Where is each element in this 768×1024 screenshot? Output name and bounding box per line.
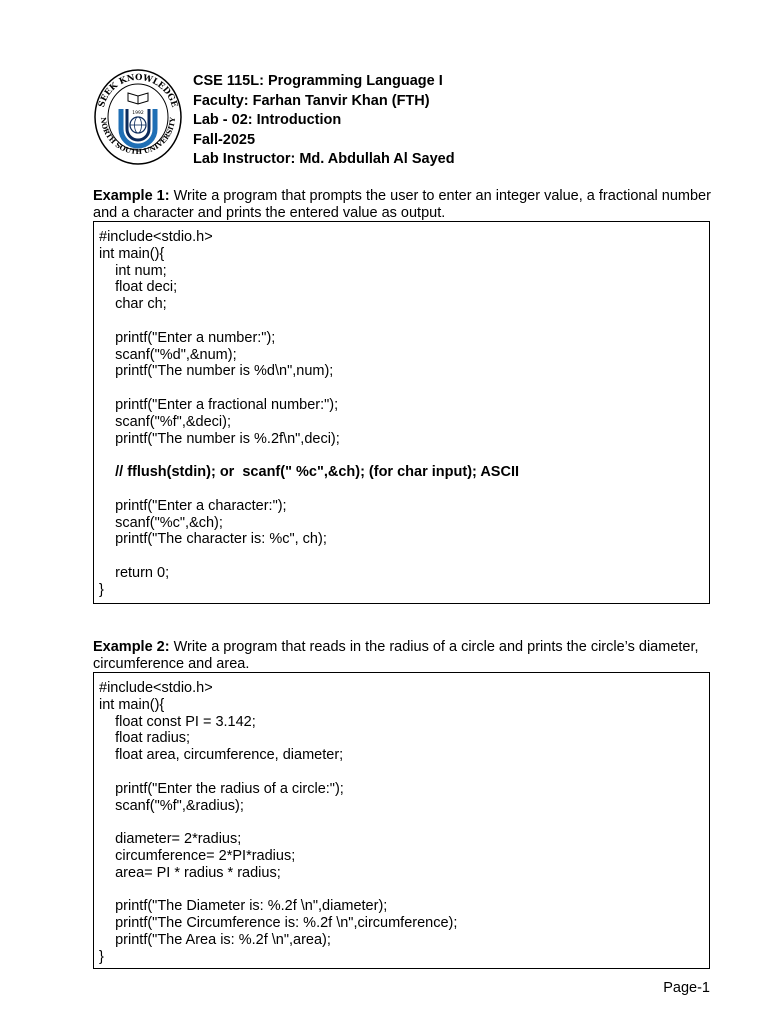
example2-description: Write a program that reads in the radius of a circle and prints the circle’s diameter, circumference and area. (93, 639, 699, 672)
example1-prompt (93, 188, 713, 221)
example2-label: Example 2: (93, 639, 170, 655)
code-line: area= PI * radius * radius; (99, 864, 281, 881)
example1-label: Example 1: (93, 188, 170, 204)
code-line: printf("Enter the radius of a circle:"); (99, 780, 344, 797)
code-line: printf("Enter a fractional number:"); (99, 396, 339, 413)
term-line: Fall-2025 (193, 131, 256, 148)
example2-code-box (93, 672, 710, 969)
code-line: printf("The Area is: %.2f \n",area); (99, 931, 331, 948)
code-line: #include<stdio.h> (99, 229, 213, 245)
example1-code-box (93, 221, 710, 604)
logo-top-text: SEEK KNOWLEDGE (96, 72, 180, 109)
code-line: scanf("%c",&ch); (99, 514, 223, 531)
code-line: printf("The Circumference is: %.2f \n",circumference); (99, 915, 458, 932)
code-line: scanf("%f",&deci); (99, 413, 231, 430)
code-line (99, 380, 709, 397)
code-line: float deci; (99, 279, 178, 296)
code-line (99, 764, 709, 781)
code-line (99, 481, 709, 498)
code-line: printf("Enter a number:"); (99, 329, 276, 346)
code-line: return 0; (99, 564, 170, 581)
code-line (99, 882, 709, 899)
code-line: printf("The number is %d\n",num); (99, 363, 334, 380)
code-line: } (99, 948, 104, 965)
code-line: printf("The number is %.2f\n",deci); (99, 430, 340, 447)
code-line (99, 548, 709, 565)
code-line: printf("Enter a character:"); (99, 497, 287, 514)
code-line: float area, circumference, diameter; (99, 747, 344, 764)
code-line: int main(){ (99, 696, 165, 713)
logo-year: 1992 (132, 111, 144, 116)
code-line: } (99, 581, 104, 598)
example1-description: Write a program that prompts the user to enter an integer value, a fractional number and a character and prints the entered value as output. (93, 188, 711, 221)
code-line: scanf("%d",&num); (99, 346, 237, 363)
lab-title: Lab - 02: Introduction (193, 112, 342, 128)
code-line: printf("The character is: %c", ch); (99, 531, 327, 548)
code-line: printf("The Diameter is: %.2f \n",diameter); (99, 898, 388, 915)
logo-bottom-text: NORTH SOUTH UNIVERSITY (98, 116, 178, 157)
document-header (193, 72, 455, 170)
code-line: #include<stdio.h> (99, 680, 213, 696)
code-line (99, 814, 709, 831)
university-logo (93, 67, 183, 167)
code-line: diameter= 2*radius; (99, 831, 242, 848)
code-line: // fflush(stdin); or scanf(" %c",&ch); (for char input); ASCII (99, 464, 520, 481)
instructor-line: Lab Instructor: Md. Abdullah Al Sayed (193, 151, 455, 167)
code-line: circumference= 2*PI*radius; (99, 847, 296, 864)
example2-prompt (93, 639, 713, 672)
code-line: int main(){ (99, 245, 165, 262)
code-line: float radius; (99, 730, 191, 747)
code-line (99, 313, 709, 330)
code-line: int num; (99, 262, 167, 279)
faculty-line: Faculty: Farhan Tanvir Khan (FTH) (193, 92, 430, 109)
code-line (99, 447, 709, 464)
code-line: scanf("%f",&radius); (99, 797, 244, 814)
course-title: CSE 115L: Programming Language I (193, 73, 443, 89)
page-number: Page-1 (663, 980, 710, 996)
code-line: char ch; (99, 296, 167, 313)
code-line: float const PI = 3.142; (99, 713, 256, 730)
